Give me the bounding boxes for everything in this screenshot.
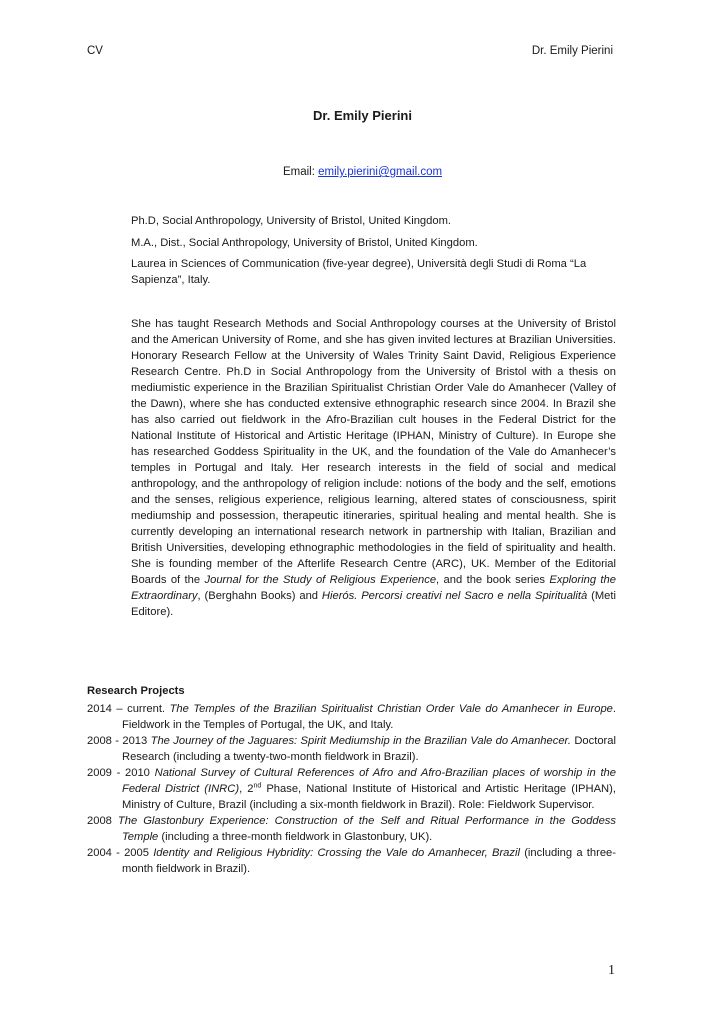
email-line: [0, 166, 725, 178]
header-left: CV: [87, 45, 103, 57]
bio-text-mid2: , (Berghahn Books) and: [197, 590, 322, 602]
project-details: Doctoral Research (including a twenty-two-month fieldwork in Brazil).: [122, 735, 616, 763]
project-title: The Journey of the Jaguares: Spirit Mediumship in the Brazilian Vale do Amanhecer.: [150, 735, 571, 747]
bio-text-end: (Meti Editore).: [131, 590, 616, 618]
project-item: [87, 845, 616, 877]
project-date: 2008 - 2013: [87, 735, 151, 747]
author-name: Dr. Emily Pierini: [313, 108, 412, 123]
project-title: The Glastonbury Experience: Construction of the Self and Ritual Performance in the Goddess Temple: [117, 815, 616, 843]
bio-text-mid1: , and the book series: [436, 574, 550, 586]
degree-phd: Ph.D, Social Anthropology, University of Bristol, United Kingdom.: [131, 215, 452, 227]
project-details-cont: Phase, National Institute of Historical and Artistic Heritage (IPHAN), Ministry of Culture, Brazil (including a six-month fieldwork in Brazil). Role: Fieldwork Supervisor.: [122, 783, 616, 811]
project-title: Identity and Religious Hybridity: Crossing the Vale do Amanhecer, Brazil: [153, 847, 520, 859]
degrees-list: [131, 213, 609, 294]
journal-title: Journal for the Study of Religious Experience: [204, 574, 437, 586]
project-date: 2004 - 2005: [87, 847, 154, 859]
bio-text: She has taught Research Methods and Social Anthropology courses at the University of Bristol and the American University of Rome, and she has given invited lectures at Brazilian Universities. Honorary Research Fellow at the University of Wales Trinity Saint David, Religious Experience Research Centre. Ph.D in Social Anthropology from the University of Bristol with a thesis on mediumistic experience in the Brazilian Spiritualist Christian Order Vale do Amanhecer (Valley of the Dawn), where she has conducted extensive ethnographic research since 2004. In Brazil she has also carried out fieldwork in the Afro-Brazilian cult houses in the Federal District for the National Institute of Historical and Artistic Heritage (IPHAN, Ministry of Culture). In Europe she has researched Goddess Spirituality in the UK, and the foundation of the Vale do Amanhecer’s temples in Portugal and Italy. Her research interests in the field of social and medical anthropology, and the anthropology of religion include: notions of the body and the self, emotions and the senses, religious experience, religious learning, altered states of consciousness, spirit mediumship and possession, therapeutic itineraries, spiritual healing and mental health. She is currently developing an international research network in partnership with Italian, Brazilian and British Universities, developing ethnographic methodologies in the field of spirituality and health. She is founding member of the Afterlife Research Centre (ARC), UK. Member of the Editorial Boards of the: [131, 318, 616, 586]
project-details: (including a three-month fieldwork in Brazil).: [122, 847, 616, 875]
bio-paragraph: [131, 316, 616, 620]
project-details: . Fieldwork in the Temples of Portugal, the UK, and Italy.: [122, 703, 616, 731]
project-date: 2009 - 2010: [87, 767, 155, 779]
research-projects-heading: Research Projects: [87, 685, 185, 697]
page-number: 1: [608, 963, 615, 978]
degree-ma: M.A., Dist., Social Anthropology, University of Bristol, United Kingdom.: [131, 236, 478, 249]
project-details: , 2: [239, 783, 254, 795]
header-right: Dr. Emily Pierini: [531, 45, 613, 57]
book-series-title: Exploring the Extraordinary: [131, 574, 616, 602]
degree-laurea: Laurea in Sciences of Communication (five-year degree), Università degli Studi di Roma “La Sapienza”, Italy.: [131, 258, 587, 286]
research-projects-list: [87, 701, 616, 877]
email-label: Email:: [282, 166, 319, 178]
ordinal-superscript: nd: [253, 782, 262, 790]
project-details: (including a three-month fieldwork in Glastonbury, UK).: [158, 831, 433, 843]
project-title: National Survey of Cultural References of Afro and Afro-Brazilian places of worship in the Federal District (INRC): [122, 767, 616, 795]
project-item: [87, 733, 616, 765]
project-item: [87, 765, 616, 813]
project-date: 2014 – current.: [87, 703, 170, 715]
project-date: 2008: [87, 815, 118, 827]
project-item: [87, 701, 616, 733]
project-title: The Temples of the Brazilian Spiritualist Christian Order Vale do Amanhecer in Europe: [169, 703, 613, 715]
email-link[interactable]: emily.pierini@gmail.com: [318, 166, 443, 178]
hieros-title: Hierós. Percorsi creativi nel Sacro e nella Spiritualità: [321, 590, 588, 602]
project-item: [87, 813, 616, 845]
